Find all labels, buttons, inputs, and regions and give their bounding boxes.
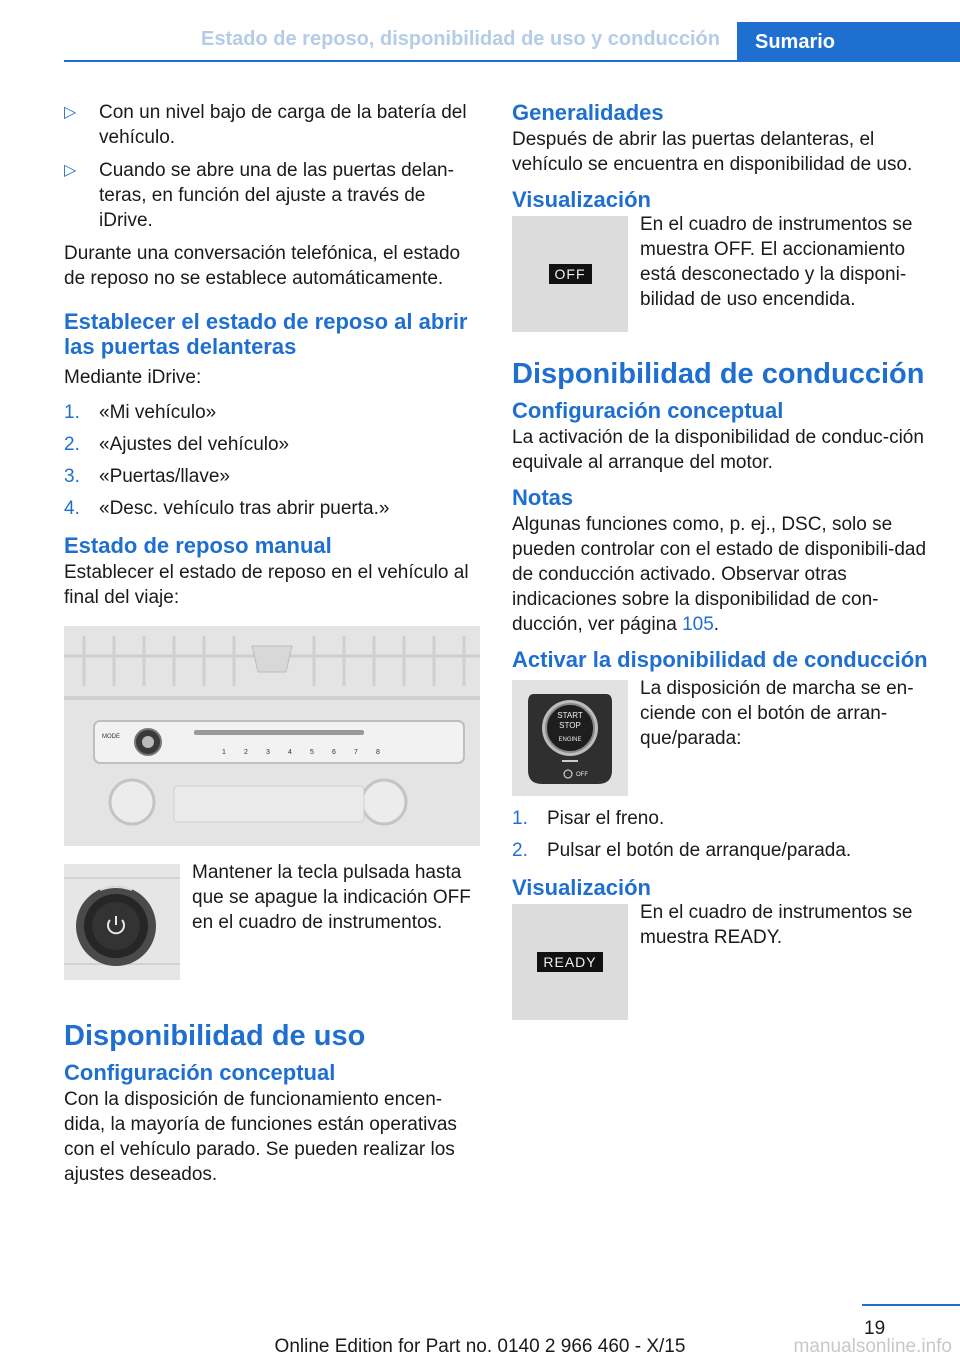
ready-display-image [512,904,628,1020]
svg-text:START: START [557,711,583,720]
svg-text:8: 8 [376,749,380,756]
heading-visualization-2: Visualización [512,875,651,900]
ready-caption: En el cuadro de instrumentos se muestra READY. [640,902,913,948]
knob-caption: Mantener la tecla pulsada hasta que se apague la indicación OFF en el cuadro de instrumentos. [192,862,471,933]
figure-knob [64,864,480,980]
mode-label: MODE [102,734,120,740]
heading-visualization-1: Visualización [512,187,651,212]
heading-activar: Activar la disponibilidad de conducción [512,647,928,672]
list-item: 4. «Desc. vehículo tras abrir puerta.» [64,498,390,519]
heading-doors: Establecer el estado de reposo al abrir las puertas delanteras [64,309,468,359]
svg-text:5: 5 [310,749,314,756]
start-stop-button-image [512,680,628,796]
figure-start [512,680,928,796]
paragraph: Mediante iDrive: [64,367,202,388]
svg-text:OFF: OFF [576,772,588,778]
page-link[interactable]: 105 [682,614,714,635]
off-indicator: OFF [549,264,592,284]
ready-indicator: READY [537,952,602,972]
paragraph: Con la disposición de funcionamiento encen‐dida, la mayoría de funciones están operativas con el vehículo parado. Se pueden realizar los ajustes deseados. [64,1089,457,1185]
list-item: 2. Pulsar el botón de arranque/parada. [512,840,852,861]
paragraph: Establecer el estado de reposo en el vehículo al final del viaje: [64,562,469,608]
svg-text:STOP: STOP [559,721,581,730]
list-item: ▷ Con un nivel bajo de carga de la batería del vehículo. [64,102,467,148]
edition-line: Online Edition for Part no. 0140 2 966 460 - X/15 [274,1336,686,1357]
page-header [0,22,960,62]
heading-notas: Notas [512,485,574,510]
svg-text:ENGINE: ENGINE [558,737,582,743]
figure-off [512,216,928,332]
list-item: 2. «Ajustes del vehículo» [64,434,290,455]
list-item: 3. «Puertas/llave» [64,466,230,487]
heading-disponibilidad-conduccion: Disponibilidad de conducción [512,358,925,390]
figure-ready [512,904,928,1020]
center-console-image [64,626,480,846]
footer-rule [862,1304,960,1306]
header-rule [64,60,737,62]
summary-tab[interactable]: Sumario [737,22,960,62]
idrive-steps [64,400,480,521]
list-item: ▷ Cuando se abre una de las puertas delan‐teras, en función del ajuste a través de iDrive. [64,160,454,231]
paragraph-notas: Algunas funciones como, p. ej., DSC, solo se pueden controlar con el estado de disponibili‐dad de conducción activado. Observar otras indicaciones sobre la disponibilidad de con‐ducción, ver página 105. [512,514,927,635]
right-column [512,100,928,1030]
off-display-image [512,216,628,332]
power-knob-image [64,864,180,980]
triangle-bullet-icon: ▷ [64,162,77,179]
svg-text:7: 7 [354,749,358,756]
svg-text:1: 1 [222,749,226,756]
paragraph: Después de abrir las puertas delanteras, el vehículo se encuentra en disponibilidad de uso. [512,129,913,175]
paragraph: Durante una conversación telefónica, el estado de reposo no se establece automáticamente. [64,243,461,289]
condition-list [64,100,480,233]
svg-text:2: 2 [244,749,248,756]
svg-text:4: 4 [288,749,292,756]
triangle-bullet-icon: ▷ [64,104,77,121]
list-item: 1. Pisar el freno. [512,808,665,829]
paragraph: La activación de la disponibilidad de conduc‐ción equivale al arranque del motor. [512,427,924,473]
list-item: 1. «Mi vehículo» [64,402,217,423]
section-title: Estado de reposo, disponibilidad de uso y conducción [201,28,720,50]
heading-concept-2: Configuración conceptual [512,398,784,423]
left-column [64,100,480,1197]
off-caption: En el cuadro de instrumentos se muestra OFF. El accionamiento está desconectado y la disponi‐bilidad de uso encendida. [640,214,913,310]
heading-concept: Configuración conceptual [64,1060,336,1085]
console-illustration [64,626,480,846]
page-number: 19 [864,1318,886,1339]
start-caption: La disposición de marcha se en‐ciende con el botón de arran‐que/parada: [640,678,914,749]
heading-disponibilidad-uso: Disponibilidad de uso [64,1020,366,1052]
heading-general: Generalidades [512,100,664,125]
heading-manual: Estado de reposo manual [64,533,332,558]
start-steps [512,806,928,863]
svg-text:3: 3 [266,749,270,756]
svg-text:6: 6 [332,749,336,756]
watermark: manualsonline.info [793,1336,952,1357]
